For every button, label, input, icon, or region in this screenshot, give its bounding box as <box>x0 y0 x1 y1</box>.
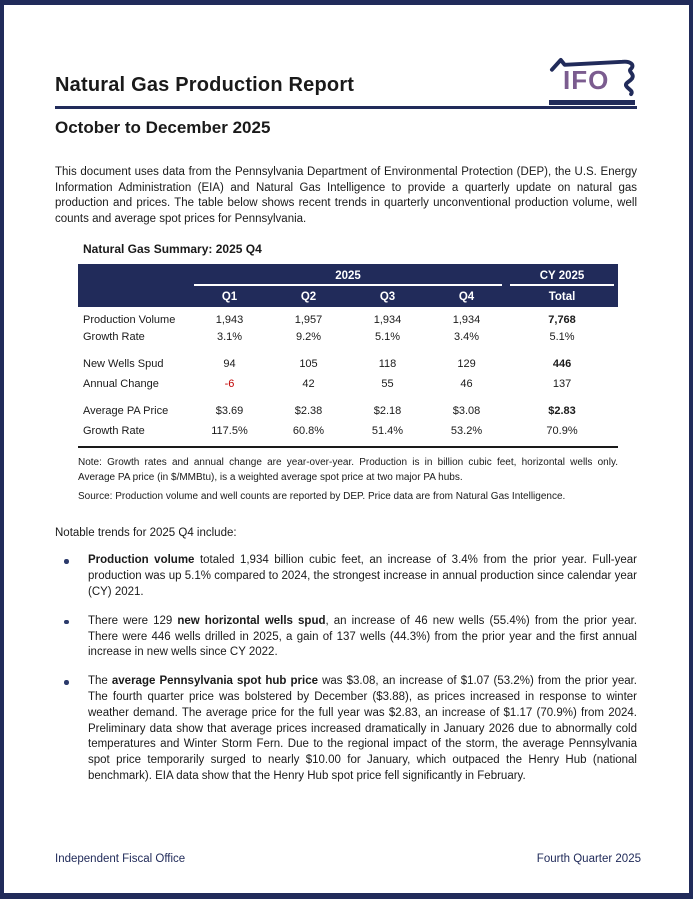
table-row <box>78 421 618 441</box>
cell-value: 137 <box>552 378 572 391</box>
bullet-text-bold: Production volume <box>88 554 195 567</box>
trend-bullet-item <box>55 674 637 785</box>
cell-value: 129 <box>457 358 476 371</box>
cell-value: 1,934 <box>452 314 481 327</box>
footer-quarter: Fourth Quarter 2025 <box>536 853 641 865</box>
report-subtitle: October to December 2025 <box>55 118 271 137</box>
cell-value: 9.2% <box>295 331 322 344</box>
cell-value: $2.83 <box>548 405 576 418</box>
summary-table <box>78 264 618 441</box>
footer-org: Independent Fiscal Office <box>55 853 186 865</box>
cell-value: 3.1% <box>216 331 243 344</box>
row-label: Average PA Price <box>83 405 169 418</box>
cell-value: $3.08 <box>452 405 481 418</box>
table-spacer-row <box>78 347 618 354</box>
cell-value: 60.8% <box>292 425 325 438</box>
bullet-text-bold: new horizontal wells spud <box>177 614 326 627</box>
bullet-text-rest: was $3.08, an increase of $1.07 (53.2%) from the prior year. The fourth quarter price was bolstered by December ($3.88), as prices increased in response to winter weather demand. The average price for the full year was $2.83, an increase of $1.17 (70.9%) from 2024. Preliminary data show that average prices increased dramatically in January 2026 due to abnormally cold temperatures and Winter Storm Fern. Due to the regional impact of the storm, the average Pennsylvania spot price temporarily surged to nearly $10.00 for January, which outpaced the Henry Hub (national benchmark). EIA data show that the Henry Hub spot price fell significantly in February. <box>88 675 638 782</box>
cell-value: 55 <box>381 378 394 391</box>
table-heading: Natural Gas Summary: 2025 Q4 <box>83 242 262 257</box>
cell-value: 117.5% <box>211 425 248 438</box>
table-row <box>78 401 618 421</box>
cell-value: $2.18 <box>373 405 402 418</box>
column-header-total: Total <box>548 290 576 303</box>
bullet-text-bold: average Pennsylvania spot hub price <box>111 675 318 688</box>
row-label: Growth Rate <box>83 331 145 344</box>
page-title: Natural Gas Production Report <box>55 74 355 96</box>
table-row <box>78 354 618 374</box>
cell-value: 46 <box>460 378 473 391</box>
bullet-text-rest: totaled 1,934 billion cubic feet, an increase of 3.4% from the prior year. Full-year production was up 5.1% compared to 2024, the strongest increase in annual production since calendar year (CY) 2021. <box>88 554 637 598</box>
table-row <box>78 327 618 347</box>
table-row <box>78 307 618 327</box>
trends-list <box>55 553 637 784</box>
cell-value: 5.1% <box>549 331 575 344</box>
cell-value: $2.38 <box>294 405 323 418</box>
page-footer <box>55 853 641 865</box>
trends-heading: Notable trends for 2025 Q4 include: <box>55 527 237 540</box>
cell-value: -6 <box>224 378 235 391</box>
column-header-q2: Q2 <box>300 290 317 303</box>
year-header-cell <box>190 264 506 286</box>
cell-value: 1,934 <box>373 314 402 327</box>
bullet-text-pre: The <box>88 675 112 688</box>
spacer-cell <box>78 347 618 354</box>
cy-header-cell <box>506 264 618 286</box>
trend-bullet-item <box>55 553 637 600</box>
row-label: Production Volume <box>83 314 176 327</box>
trend-bullet-item <box>55 614 637 661</box>
table-spacer-row <box>78 394 618 401</box>
cell-value: 446 <box>552 358 572 371</box>
table-year-header-row <box>78 264 618 286</box>
empty-header-cell <box>78 264 190 286</box>
ifo-logo-text: IFO <box>563 65 610 95</box>
cell-value: 51.4% <box>371 425 404 438</box>
note-text: Note: Growth rates and annual change are year-over-year. Production is in billion cubic feet, horizontal wells only. Average PA price (in $/MMBtu), is a weighted average spot price at two major PA hubs. <box>78 457 618 484</box>
year-header-label: 2025 <box>194 270 502 286</box>
cell-value: 1,943 <box>215 314 244 327</box>
bullet-text-pre: There were 129 <box>88 614 178 627</box>
cell-value: 3.4% <box>453 331 480 344</box>
cell-value: 70.9% <box>546 425 578 438</box>
column-header-q1: Q1 <box>221 290 238 303</box>
row-label: Growth Rate <box>83 425 145 438</box>
intro-paragraph: This document uses data from the Pennsylvania Department of Environmental Protection (DEP), the U.S. Energy Information Administration (EIA) and Natural Gas Intelligence to provide a quarterly update on natural gas production and prices. The table below shows recent trends in quarterly unconventional production volume, well counts and average spot prices for Pennsylvania. <box>55 166 637 225</box>
cell-value: 118 <box>378 358 397 371</box>
cell-value: 5.1% <box>374 331 401 344</box>
cell-value: 1,957 <box>294 314 323 327</box>
empty-header-cell <box>78 286 190 307</box>
column-header-q3: Q3 <box>379 290 396 303</box>
cell-value: 53.2% <box>450 425 483 438</box>
table-quarter-header-row <box>78 286 618 307</box>
cell-value: 42 <box>302 378 315 391</box>
cell-value: 105 <box>299 358 318 371</box>
cy-header-label: CY 2025 <box>510 270 614 286</box>
row-label: Annual Change <box>83 378 159 391</box>
spacer-cell <box>78 394 618 401</box>
bullet-text-rest: , an increase of 46 new wells (55.4%) from the prior year. There were 446 wells drilled in 2025, a gain of 137 wells (44.3%) from the prior year and the first annual increase in new wells since CY 2022. <box>88 614 637 659</box>
cell-value: 94 <box>223 358 236 371</box>
summary-table-section <box>78 242 618 504</box>
cell-value: 7,768 <box>548 314 576 327</box>
report-header <box>55 55 637 109</box>
source-text: Source: Production volume and well counts are reported by DEP. Price data are from Natural Gas Intelligence. <box>78 491 566 503</box>
row-label: New Wells Spud <box>83 358 164 371</box>
table-row <box>78 374 618 394</box>
ifo-logo <box>549 55 637 101</box>
cell-value: $3.69 <box>215 405 244 418</box>
logo-underline <box>549 100 635 105</box>
table-bottom-rule <box>78 441 618 448</box>
column-header-q4: Q4 <box>458 290 475 303</box>
